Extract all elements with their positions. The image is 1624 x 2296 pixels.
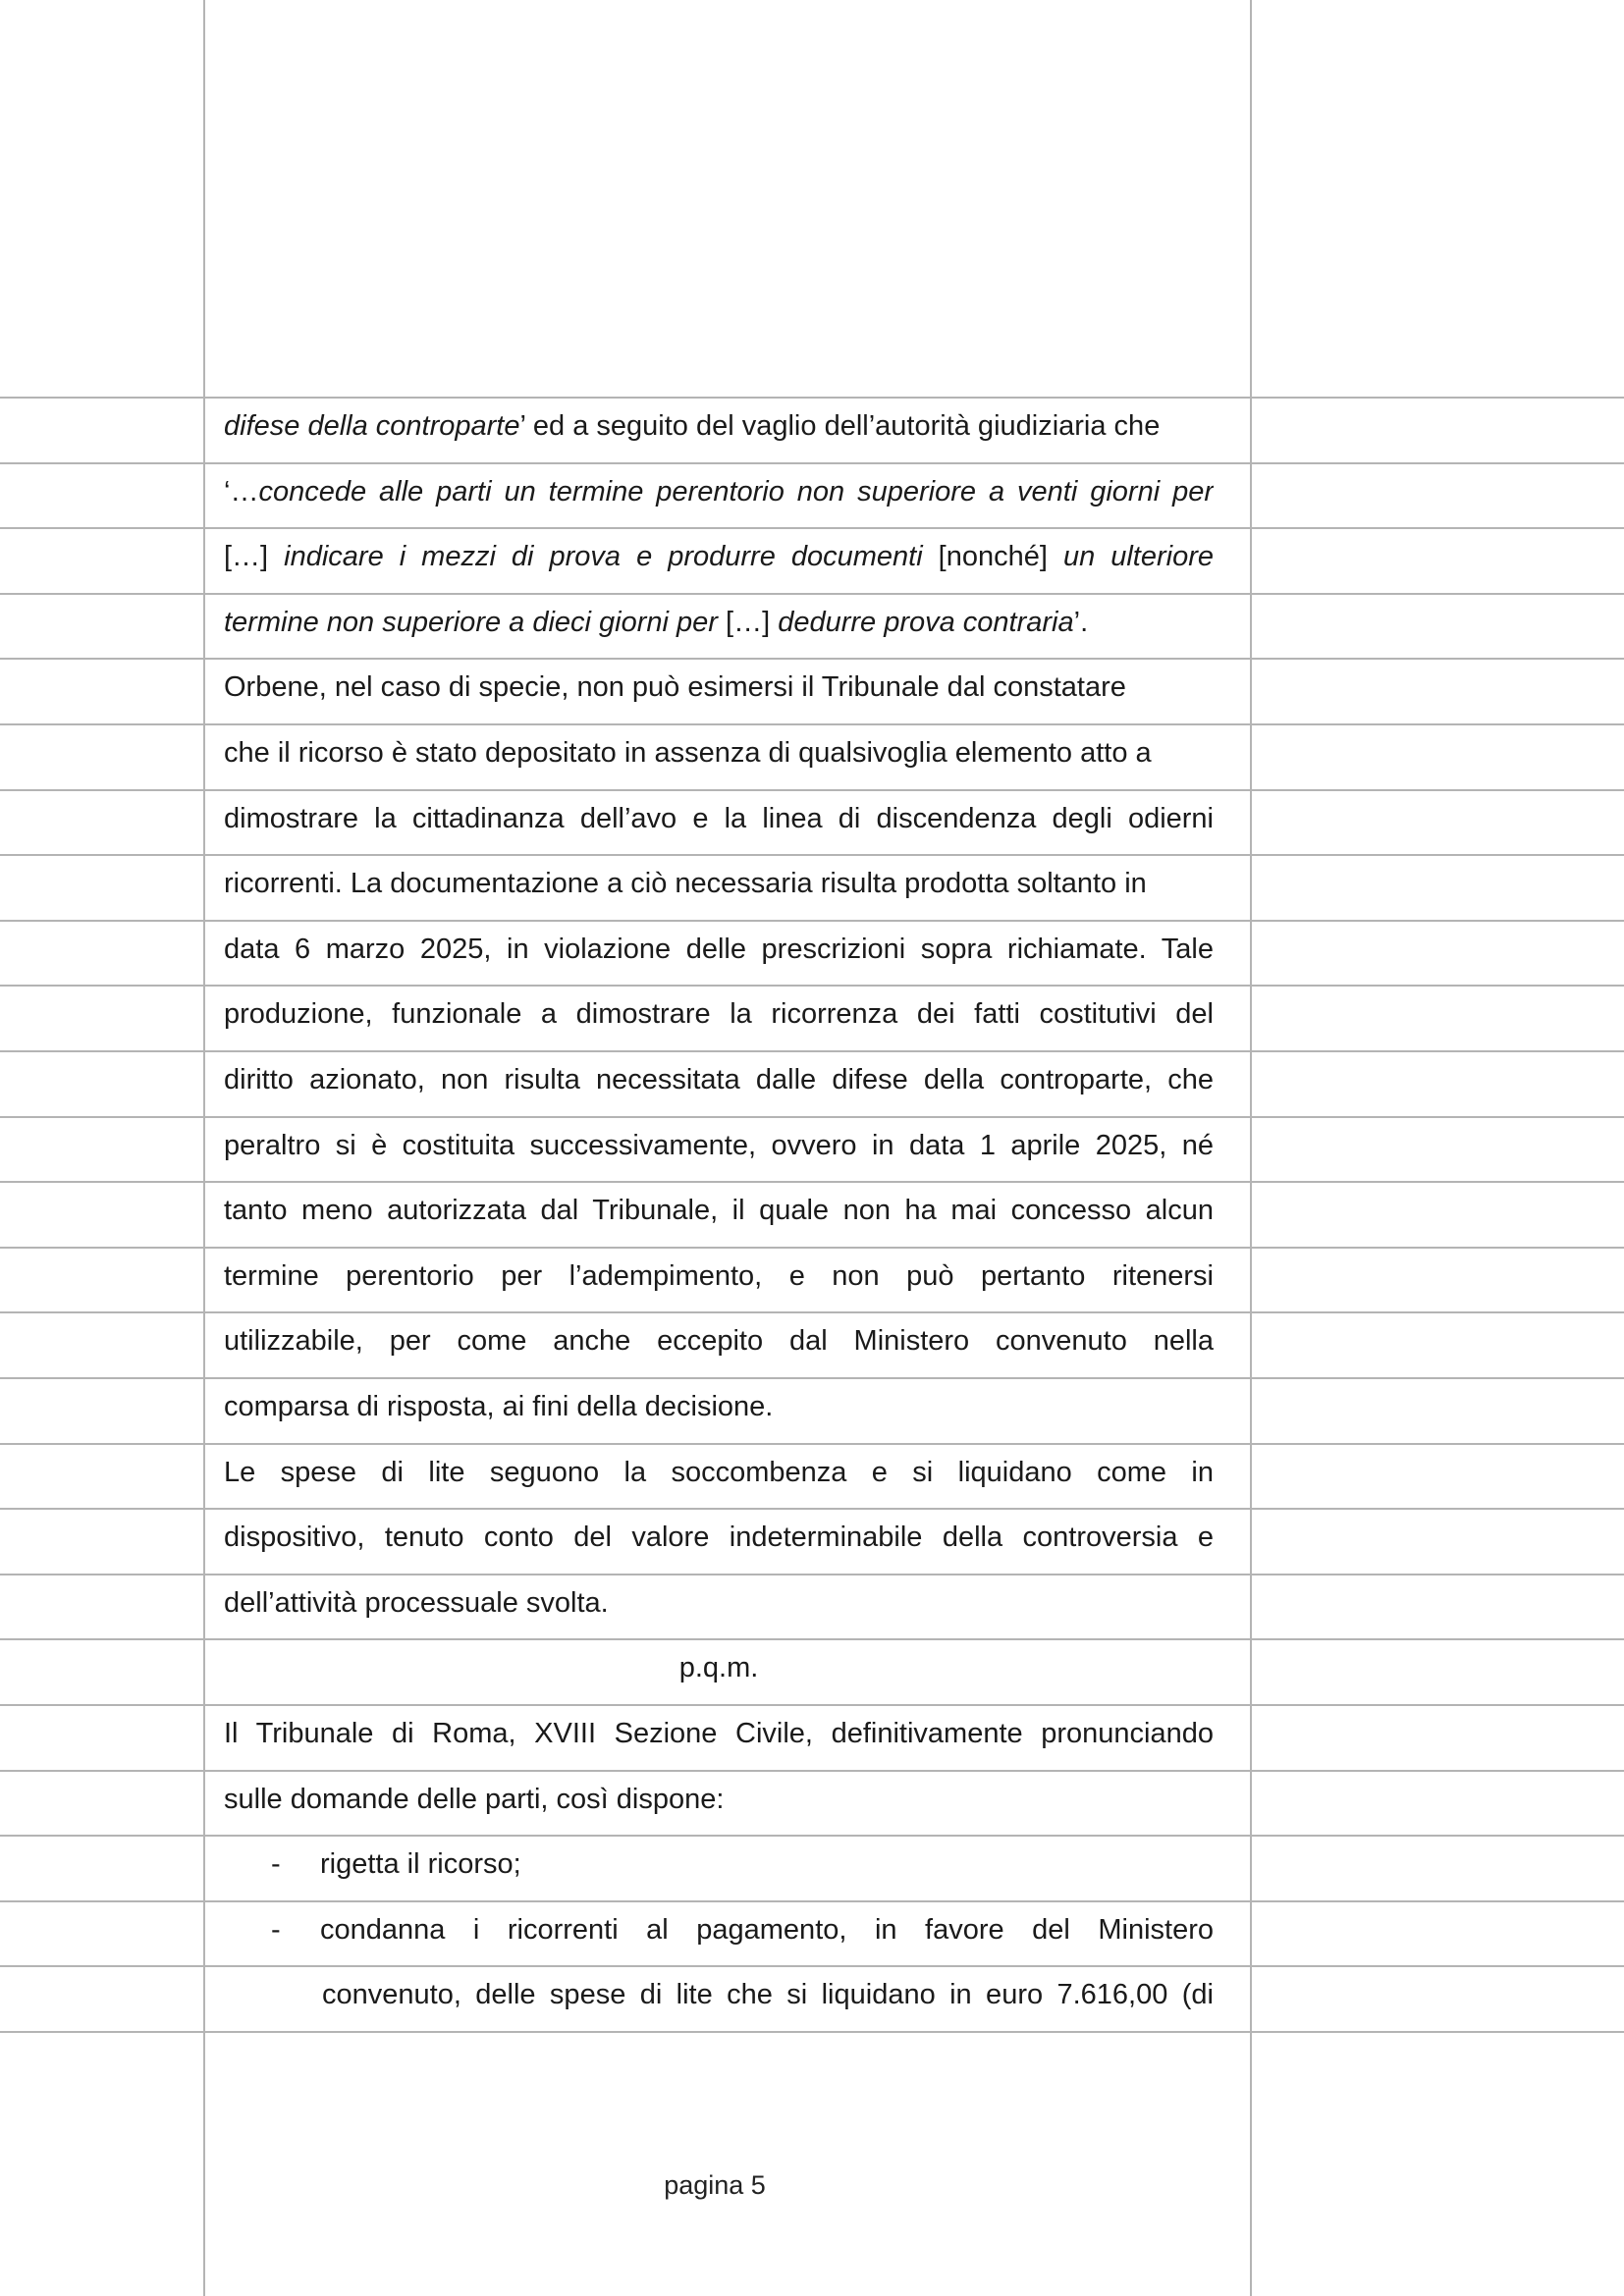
text-run: Il Tribunale di Roma, XVIII Sezione Civile, definitivamente pronunciando xyxy=(224,1718,1214,1749)
text-line xyxy=(224,1317,1214,1364)
quoted-text: dedurre prova contraria xyxy=(778,607,1074,638)
text-run: comparsa di risposta, ai fini della decisione. xyxy=(224,1391,774,1422)
quoted-text: indicare i mezzi di prova e produrre documenti xyxy=(284,541,923,572)
list-bullet: - xyxy=(271,1848,281,1880)
ruled-line xyxy=(0,1247,1624,1249)
ruled-line xyxy=(0,1116,1624,1118)
text-line xyxy=(224,1579,1214,1627)
text-line xyxy=(224,468,1214,515)
text-run: [nonché] xyxy=(922,541,1063,572)
ruled-line xyxy=(0,593,1624,595)
text-run: ‘… xyxy=(224,476,259,507)
text-run: dell’attività processuale svolta. xyxy=(224,1587,609,1619)
text-line xyxy=(224,860,1214,907)
left-margin-rule xyxy=(203,0,205,2296)
text-run: dispositivo, tenuto conto del valore indeterminabile della controversia e xyxy=(224,1522,1214,1553)
ruled-line xyxy=(0,658,1624,660)
text-line xyxy=(224,1187,1214,1234)
text-run: dimostrare la cittadinanza dell’avo e la linea di discendenza degli odierni xyxy=(224,803,1214,834)
text-line xyxy=(224,729,1214,776)
text-run: ricorrenti. La documentazione a ciò necessaria risulta prodotta soltanto in xyxy=(224,868,1147,899)
right-margin-rule xyxy=(1250,0,1252,2296)
text-run: Le spese di lite seguono la soccombenza e si liquidano come in xyxy=(224,1457,1214,1488)
text-line xyxy=(224,795,1214,842)
ruled-line xyxy=(0,723,1624,725)
quoted-text: un ulteriore xyxy=(1062,541,1214,572)
ruled-line xyxy=(0,1508,1624,1510)
text-run: p.q.m. xyxy=(678,1652,759,1683)
text-run: […] xyxy=(717,607,779,638)
text-run: diritto azionato, non risulta necessitata dalle difese della controparte, che xyxy=(224,1064,1214,1095)
page-number: pagina 5 xyxy=(664,2170,766,2200)
text-line xyxy=(224,1514,1214,1561)
text-run: peraltro si è costituita successivamente, ovvero in data 1 aprile 2025, né xyxy=(224,1130,1214,1161)
ruled-line xyxy=(0,1574,1624,1575)
list-bullet: - xyxy=(271,1914,281,1946)
text-run: sulle domande delle parti, così dispone: xyxy=(224,1784,725,1815)
text-line xyxy=(224,599,1214,646)
text-line xyxy=(224,1449,1214,1496)
text-line xyxy=(224,1710,1214,1757)
text-line xyxy=(224,1253,1214,1300)
ruled-line xyxy=(0,1377,1624,1379)
text-run: ’ ed a seguito del vaglio dell’autorità giudiziaria che xyxy=(519,410,1161,442)
ruled-line xyxy=(0,854,1624,856)
text-line xyxy=(224,664,1214,711)
text-run: utilizzabile, per come anche eccepito dal Ministero convenuto nella xyxy=(224,1325,1214,1357)
quoted-text: termine non superiore a dieci giorni per xyxy=(224,607,718,638)
list-item-text xyxy=(320,1906,1214,1953)
text-run: ’. xyxy=(1073,607,1089,638)
ruled-line xyxy=(0,985,1624,987)
ruled-line xyxy=(0,1965,1624,1967)
ruled-line xyxy=(0,1835,1624,1837)
ruled-line xyxy=(0,1443,1624,1445)
text-run: Orbene, nel caso di specie, non può esimersi il Tribunale dal constatare xyxy=(224,671,1126,703)
text-line xyxy=(224,1776,1214,1823)
text-run: rigetta il ricorso; xyxy=(320,1848,521,1880)
ruled-line xyxy=(0,1770,1624,1772)
text-line xyxy=(224,926,1214,973)
ruled-line xyxy=(0,1311,1624,1313)
text-run: tanto meno autorizzata dal Tribunale, il quale non ha mai concesso alcun xyxy=(224,1195,1214,1226)
text-run: data 6 marzo 2025, in violazione delle prescrizioni sopra richiamate. Tale xyxy=(224,934,1214,965)
list-item-text xyxy=(320,1841,1214,1888)
text-line xyxy=(224,1122,1214,1169)
text-run: termine perentorio per l’adempimento, e non può pertanto ritenersi xyxy=(224,1260,1214,1292)
quoted-text: difese della controparte xyxy=(224,410,520,442)
text-line xyxy=(224,1056,1214,1103)
ruled-line xyxy=(0,1050,1624,1052)
ruled-line xyxy=(0,527,1624,529)
text-run: che il ricorso è stato depositato in assenza di qualsivoglia elemento atto a xyxy=(224,737,1152,769)
ruled-line xyxy=(0,2031,1624,2033)
text-run: condanna i ricorrenti al pagamento, in favore del Ministero xyxy=(320,1914,1214,1946)
text-line xyxy=(224,402,1214,450)
section-heading xyxy=(224,1644,1214,1691)
ruled-line xyxy=(0,397,1624,399)
quoted-text: concede alle parti un termine perentorio non superiore a venti giorni per xyxy=(258,476,1214,507)
text-line xyxy=(224,990,1214,1038)
ruled-line xyxy=(0,920,1624,922)
text-run: convenuto, delle spese di lite che si liquidano in euro 7.616,00 (di xyxy=(322,1979,1214,2010)
text-line xyxy=(224,1383,1214,1430)
ruled-line xyxy=(0,1900,1624,1902)
text-run: produzione, funzionale a dimostrare la ricorrenza dei fatti costitutivi del xyxy=(224,998,1214,1030)
text-line xyxy=(322,1971,1214,2018)
ruled-line xyxy=(0,1704,1624,1706)
ruled-line xyxy=(0,462,1624,464)
ruled-line xyxy=(0,1638,1624,1640)
text-line xyxy=(224,533,1214,580)
text-run: […] xyxy=(224,541,285,572)
ruled-line xyxy=(0,789,1624,791)
ruled-line xyxy=(0,1181,1624,1183)
